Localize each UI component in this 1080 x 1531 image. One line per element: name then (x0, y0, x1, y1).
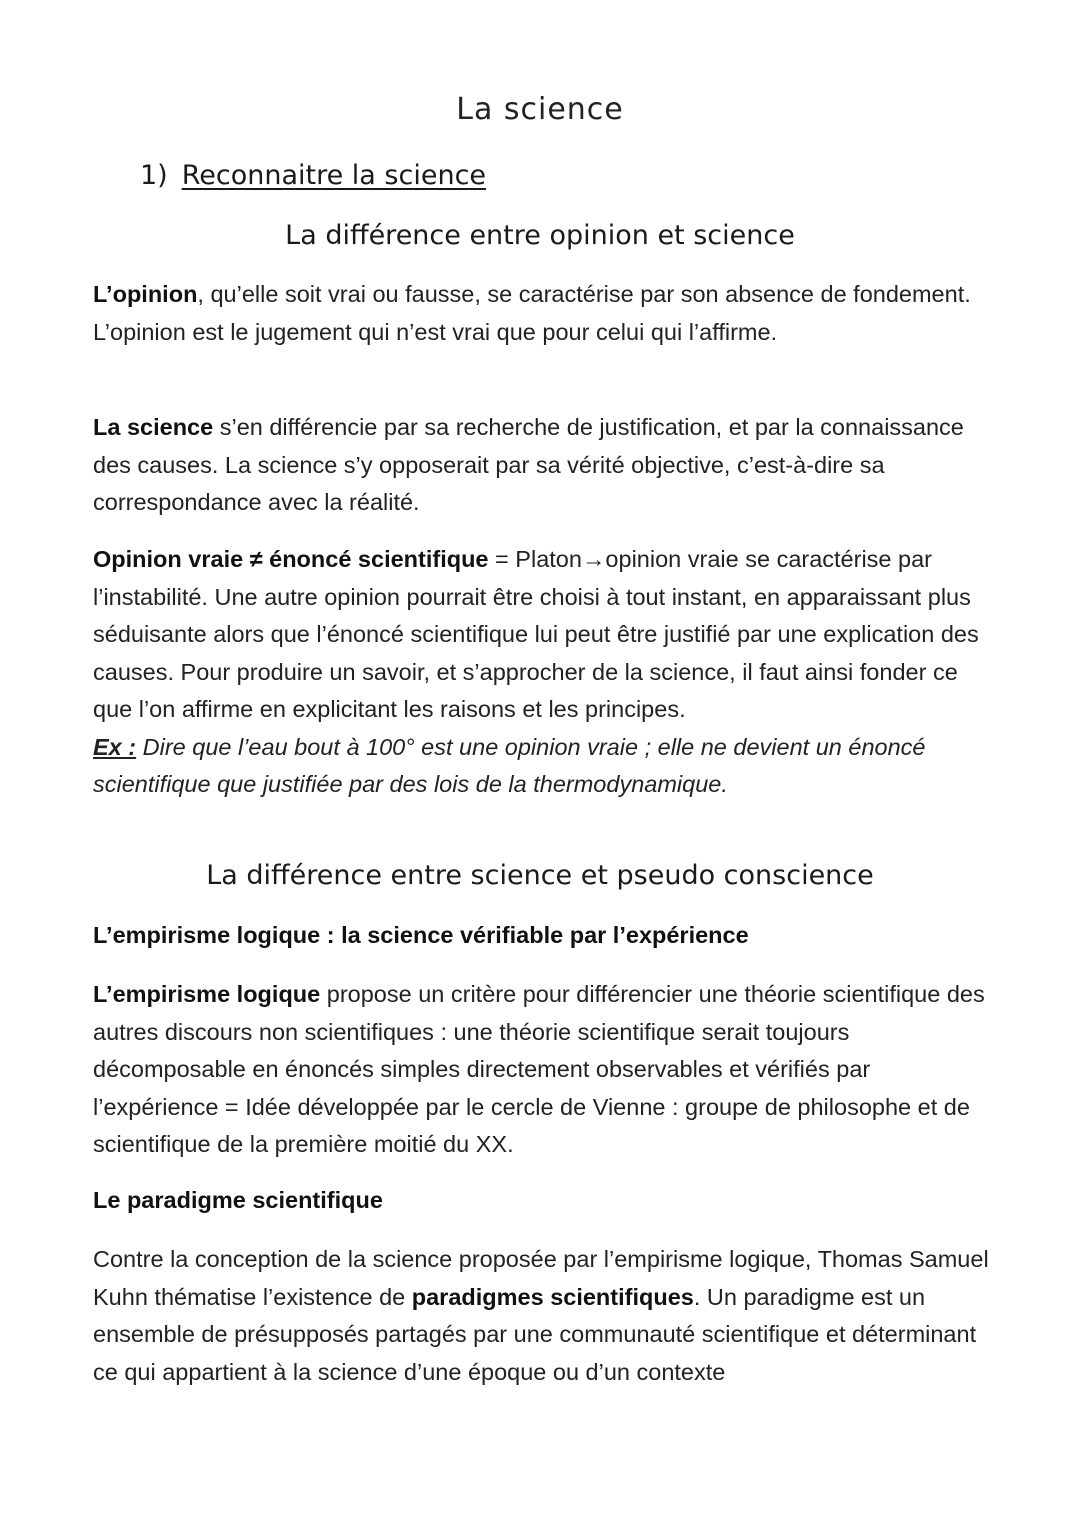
paragraph-paradigme-text-a: Contre la conception de la science proposée par l’empirisme logique, Thomas Samuel Kuhn thématise l’existence de (93, 1246, 989, 1310)
section-number: 1) (140, 160, 168, 191)
example-label: Ex : (93, 733, 137, 760)
paragraph-opinion (93, 276, 993, 351)
term-paradigmes: paradigmes scientifiques (411, 1283, 694, 1310)
paragraph-science (93, 409, 993, 522)
paragraph-opinion-vraie (93, 541, 993, 804)
paragraph-opinion-vraie-text: = Platon→opinion vraie se caractérise par l’instabilité. Une autre opinion pourrait être choisi à tout instant, en apparaissant plus séduisante alors que l’énoncé scientifique lui peut être justifié par une explication des causes. Pour produire un savoir, et s’approcher de la science, il faut ainsi fonder ce que l’on affirme en explicitant les raisons et les principes. (93, 546, 979, 722)
paragraph-science-text: s’en différencie par sa recherche de justification, et par la connaissance des causes. La science s’y opposerait par sa vérité objective, c’est-à-dire sa correspondance avec la réalité. (93, 414, 964, 515)
heading-empirisme: L’empirisme logique : la science vérifiable par l’expérience (93, 922, 749, 948)
page-title: La science (456, 92, 624, 127)
paragraph-empirisme (93, 976, 993, 1164)
paragraph-paradigme (93, 1241, 993, 1391)
paragraph-opinion-text: , qu’elle soit vrai ou fausse, se caractérise par son absence de fondement. L’opinion est le jugement qui n’est vrai que pour celui qui l’affirme. (93, 281, 971, 345)
section-heading (140, 160, 486, 191)
subheading-opinion-science: La différence entre opinion et science (285, 220, 795, 251)
paragraph-empirisme-text: propose un critère pour différencier une théorie scientifique des autres discours non scientifiques : une théorie scientifique serait toujours décomposable en énoncés simples directement observables et vérifiés par l’expérience = Idée développée par le cercle de Vienne : groupe de philosophe et de scientifique de la première moitié du XX. (93, 981, 985, 1157)
example-text: Dire que l’eau bout à 100° est une opinion vraie ; elle ne devient un énoncé scientifique que justifiée par des lois de la thermodynamique. (93, 733, 926, 797)
subheading-science-pseudo: La différence entre science et pseudo conscience (206, 860, 874, 891)
paragraph-paradigme-text-b: . Un paradigme est un ensemble de présupposés partagés par une communauté scientifique et déterminant ce qui appartient à la science d’une époque ou d’un contexte (93, 1283, 977, 1385)
section-title: Reconnaitre la science (181, 160, 487, 191)
heading-paradigme: Le paradigme scientifique (93, 1187, 383, 1213)
term-opinion: L’opinion (93, 281, 198, 307)
term-empirisme: L’empirisme logique (93, 981, 321, 1007)
term-science: La science (93, 414, 214, 440)
term-opinion-vraie: Opinion vraie ≠ énoncé scientifique (93, 546, 489, 572)
